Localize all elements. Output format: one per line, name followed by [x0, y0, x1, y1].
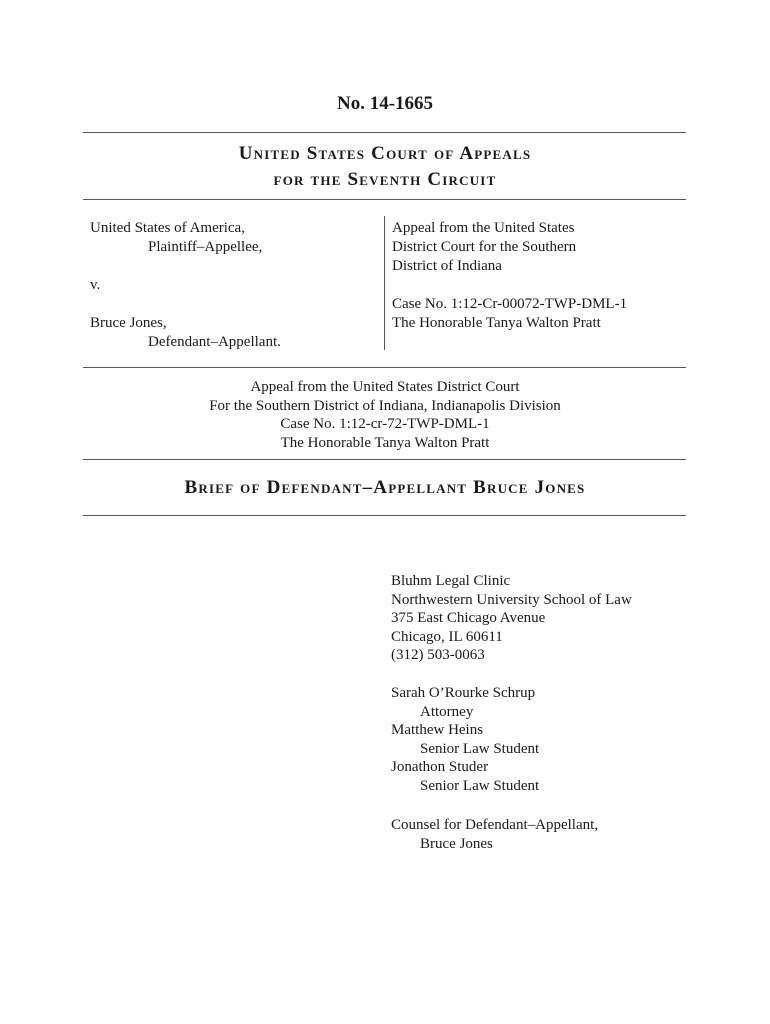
lower-court-line-4: The Honorable Tanya Walton Pratt: [280, 434, 490, 451]
street-address: 375 East Chicago Avenue: [391, 610, 546, 627]
appeal-from-line-3: District of Indiana: [392, 258, 502, 274]
attorney-name: Matthew Heins: [391, 722, 484, 739]
lower-court-line-2: For the Southern District of Indiana, Indianapolis Division: [209, 397, 561, 414]
divider-court: [83, 199, 686, 200]
divider-title: [83, 515, 686, 516]
defendant-role: Defendant–Appellant.: [148, 334, 281, 350]
appeal-from-block: [392, 219, 682, 333]
counsel-for-line-2: Bruce Jones: [420, 835, 493, 852]
plaintiff-name: United States of America,: [90, 220, 245, 236]
caption-divider: [384, 216, 385, 350]
divider-lower-court: [83, 459, 686, 460]
case-number: Case No. 1:12-Cr-00072-TWP-DML-1: [392, 296, 628, 312]
court-name-line-2: for the Seventh Circuit: [273, 169, 497, 190]
versus-label: v.: [90, 277, 101, 293]
attorney-title: Senior Law Student: [420, 740, 540, 757]
city-state-zip: Chicago, IL 60611: [391, 628, 503, 645]
lower-court-line-3: Case No. 1:12-cr-72-TWP-DML-1: [280, 416, 490, 432]
plaintiff-role: Plaintiff–Appellee,: [148, 239, 263, 255]
lower-court-block: [0, 378, 770, 452]
appeal-from-line-1: Appeal from the United States: [392, 220, 575, 236]
attorney-name: Jonathon Studer: [391, 759, 489, 776]
divider-top: [83, 132, 686, 133]
appeal-from-line-2: District Court for the Southern: [392, 239, 577, 255]
attorney-title: Attorney: [420, 703, 474, 720]
attorney-title: Senior Law Student: [420, 777, 540, 794]
case-caption-parties: [90, 219, 380, 352]
counsel-for-block: [391, 816, 691, 853]
phone-number: (312) 503-0063: [391, 647, 485, 664]
counsel-for-line-1: Counsel for Defendant–Appellant,: [391, 817, 599, 833]
clinic-address-block: [391, 572, 691, 665]
divider-caption: [83, 367, 686, 368]
brief-title: Brief of Defendant–Appellant Bruce Jones: [184, 477, 586, 498]
lower-court-line-1: Appeal from the United States District Court: [250, 379, 520, 395]
docket-number: No. 14-1665: [336, 93, 434, 114]
defendant-name: Bruce Jones,: [90, 315, 167, 331]
judge-name: The Honorable Tanya Walton Pratt: [392, 315, 601, 331]
attorneys-block: [391, 684, 691, 796]
clinic-name: Bluhm Legal Clinic: [391, 573, 511, 589]
school-name: Northwestern University School of Law: [391, 591, 632, 608]
attorney-name: Sarah O’Rourke Schrup: [391, 685, 536, 701]
court-name-line-1: United States Court of Appeals: [238, 143, 532, 164]
